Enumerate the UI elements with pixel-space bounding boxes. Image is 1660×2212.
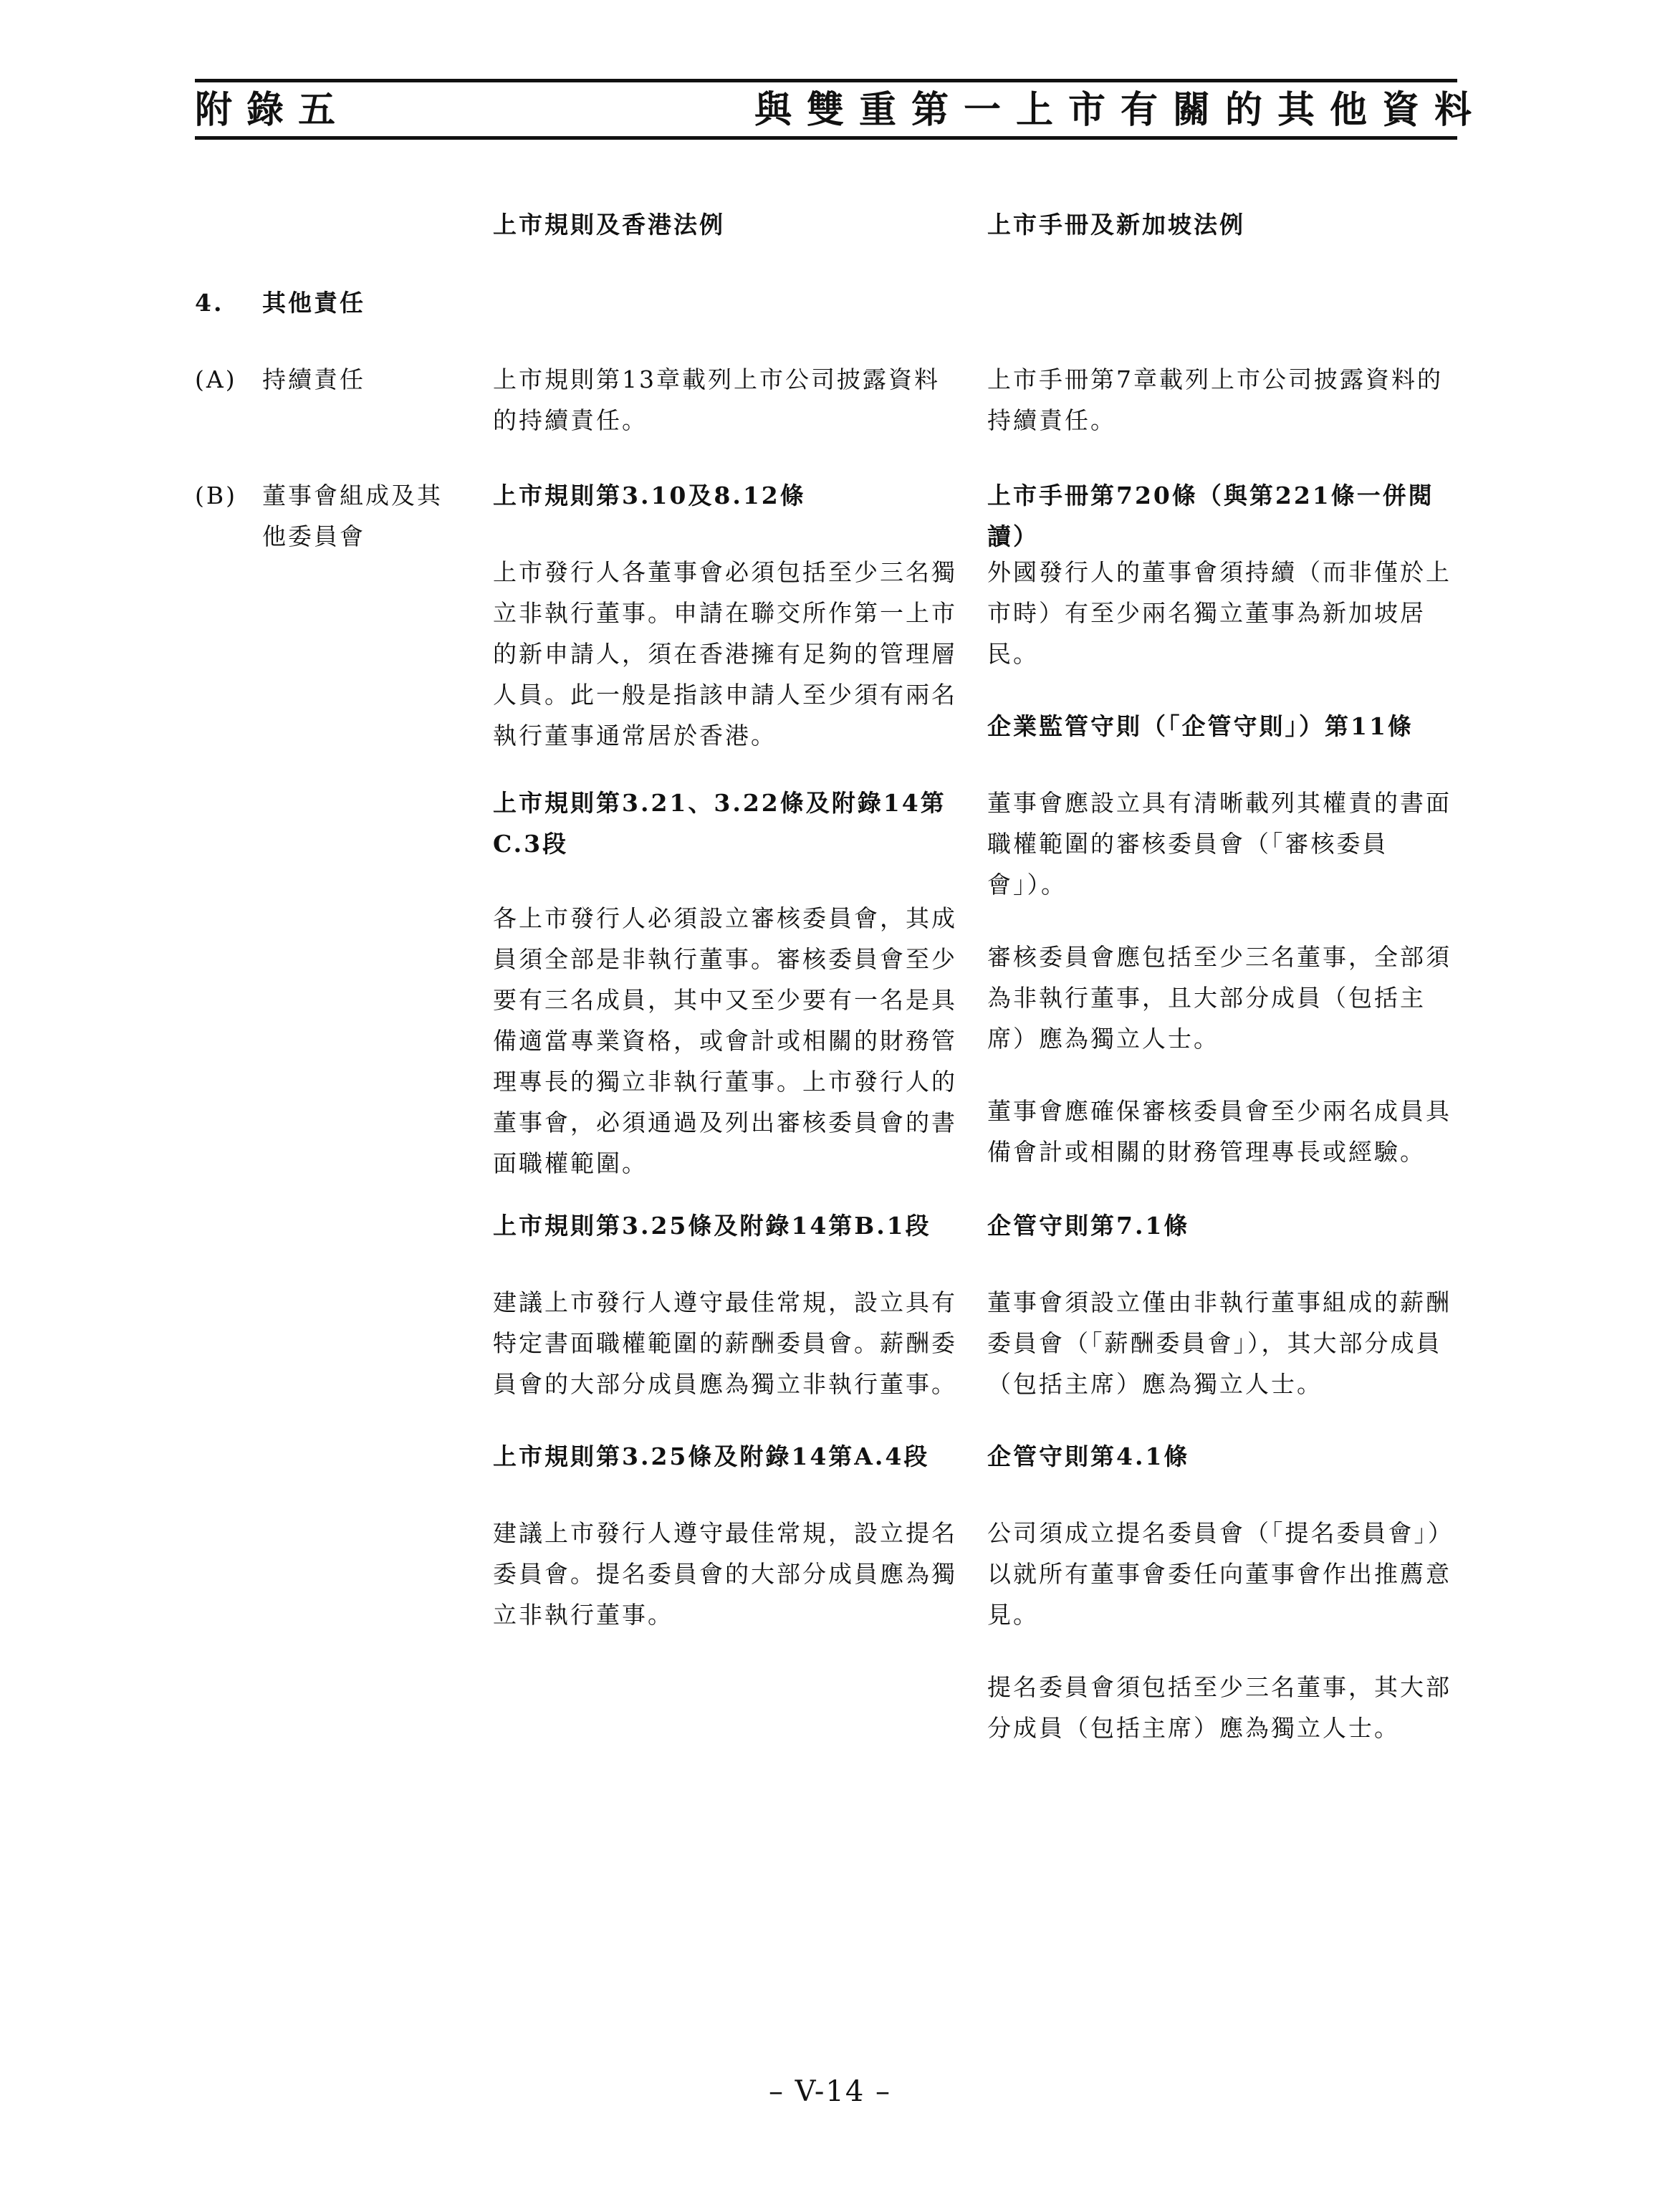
column-heading-hk: 上市規則及香港法例 xyxy=(493,211,725,239)
chapter-title: 與雙重第一上市有關的其他資料 xyxy=(754,88,1487,132)
hk-rule-text-3: 建議上市發行人遵守最佳常規，設立具有特定書面職權範圍的薪酬委員會。薪酬委員會的大部分成員應為獨立非執行董事。 xyxy=(493,1288,957,1398)
column-heading-sg: 上市手冊及新加坡法例 xyxy=(987,211,1245,239)
header-bottom-rule xyxy=(195,136,1457,140)
sg-rule-heading-2: 企業監管守則（「企管守則」）第11條 xyxy=(987,712,1414,740)
item-b-title: 董事會組成及其他委員會 xyxy=(262,482,443,550)
sg-rule-heading-1: 上市手冊第720條（與第221條一併閱讀） xyxy=(987,482,1434,550)
sg-rule-text-6: 公司須成立提名委員會（「提名委員會」）以就所有董事會委任向董事會作出推薦意見。 xyxy=(987,1519,1454,1629)
item-a-sg-text: 上市手冊第7章載列上市公司披露資料的持續責任。 xyxy=(987,365,1443,434)
sg-rule-text-4: 董事會應確保審核委員會至少兩名成員具備會計或相關的財務管理專長或經驗。 xyxy=(987,1097,1452,1166)
item-a-hk-text: 上市規則第13章載列上市公司披露資料的持續責任。 xyxy=(493,365,940,434)
page-number: – V-14 – xyxy=(768,2075,892,2108)
sg-rule-text-3: 審核委員會應包括至少三名董事，全部須為非執行董事，且大部分成員（包括主席）應為獨立人士。 xyxy=(987,943,1452,1053)
sg-rule-text-2: 董事會應設立具有清晰載列其權責的書面職權範圍的審核委員會（「審核委員會」）。 xyxy=(987,789,1452,899)
sg-rule-text-7: 提名委員會須包括至少三名董事，其大部分成員（包括主席）應為獨立人士。 xyxy=(987,1673,1452,1742)
appendix-title: 附錄五 xyxy=(195,88,350,132)
sg-rule-heading-4: 企管守則第4.1條 xyxy=(987,1442,1190,1470)
header-top-rule xyxy=(195,79,1457,82)
hk-rule-heading-3: 上市規則第3.25條及附錄14第B.1段 xyxy=(493,1212,931,1240)
hk-rule-text-4: 建議上市發行人遵守最佳常規，設立提名委員會。提名委員會的大部分成員應為獨立非執行董事。 xyxy=(493,1519,957,1629)
hk-rule-text-1: 上市發行人各董事會必須包括至少三名獨立非執行董事。申請在聯交所作第一上市的新申請人，須在香港擁有足夠的管理層人員。此一般是指該申請人至少須有兩名執行董事通常居於香港。 xyxy=(493,558,957,750)
sg-rule-heading-3: 企管守則第7.1條 xyxy=(987,1212,1190,1240)
hk-rule-heading-2: 上市規則第3.21、3.22條及附錄14第C.3段 xyxy=(493,789,946,858)
sg-rule-text-5: 董事會須設立僅由非執行董事組成的薪酬委員會（「薪酬委員會」），其大部分成員（包括主席）應為獨立人士。 xyxy=(987,1288,1452,1398)
hk-rule-heading-1: 上市規則第3.10及8.12條 xyxy=(493,482,806,509)
section-number: 4. xyxy=(195,289,224,317)
item-a-title: 持續責任 xyxy=(262,365,365,393)
section-title: 其他責任 xyxy=(262,289,365,317)
item-a-label: (A) xyxy=(195,365,237,393)
item-b-label: (B) xyxy=(195,482,237,509)
sg-rule-text-1: 外國發行人的董事會須持續（而非僅於上市時）有至少兩名獨立董事為新加坡居民。 xyxy=(987,558,1452,668)
hk-rule-text-2: 各上市發行人必須設立審核委員會，其成員須全部是非執行董事。審核委員會至少要有三名成員，其中又至少要有一名是具備適當專業資格，或會計或相關的財務管理專長的獨立非執行董事。上市發行人的董事會，必須通過及列出審核委員會的書面職權範圍。 xyxy=(493,904,957,1177)
hk-rule-heading-4: 上市規則第3.25條及附錄14第A.4段 xyxy=(493,1442,930,1470)
